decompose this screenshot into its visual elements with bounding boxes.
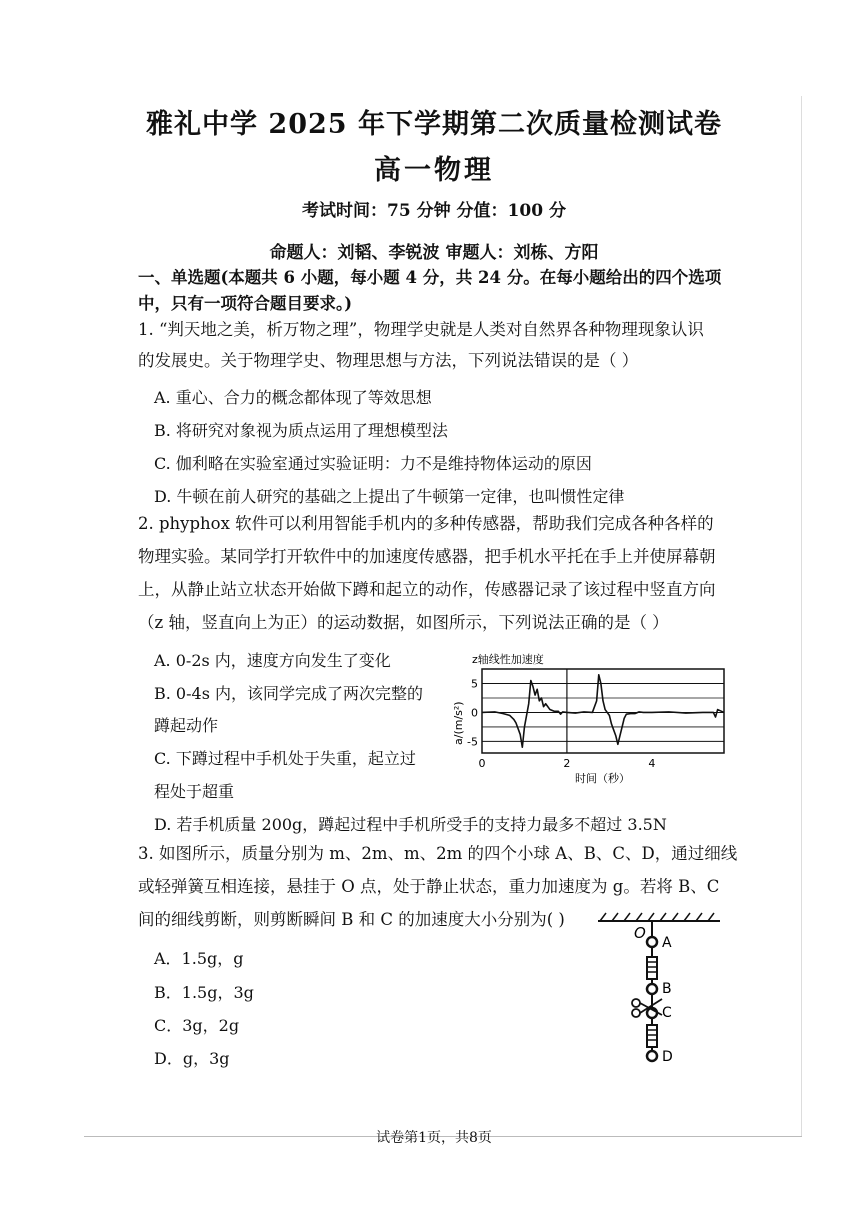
spring-ab bbox=[647, 957, 657, 979]
q2-option-c-line2: 程处于超重 bbox=[154, 782, 235, 801]
chart-series bbox=[482, 675, 724, 747]
chart-x-axis-label: 时间（秒） bbox=[575, 772, 630, 785]
q3-line2: 或轻弹簧互相连接，悬挂于 O 点，处于静止状态，重力加速度为 g。若将 B、C bbox=[138, 877, 720, 896]
series-line bbox=[482, 675, 724, 747]
exam-subject: 高一物理 bbox=[374, 155, 494, 186]
chart-ticks bbox=[467, 677, 655, 770]
ball-b bbox=[647, 984, 657, 994]
q2-line2: 物理实验。某同学打开软件中的加速度传感器，把手机水平托在手上并使屏幕朝 bbox=[138, 547, 716, 566]
q3-line1: 3. 如图所示，质量分别为 m、2m、m、2m 的四个小球 A、B、C、D，通过细线 bbox=[138, 844, 738, 863]
ball-a-label: A bbox=[662, 935, 672, 951]
ball-b-label: B bbox=[662, 981, 672, 997]
q3-option-b: B．1.5g，3g bbox=[154, 983, 254, 1002]
exam-info: 考试时间：75 分钟 分值：100 分 bbox=[302, 201, 566, 221]
x-tick-label: 2 bbox=[563, 757, 571, 770]
ceiling bbox=[598, 913, 720, 921]
acceleration-chart bbox=[450, 645, 740, 785]
x-tick-label: 0 bbox=[478, 757, 486, 770]
chart-title: z轴线性加速度 bbox=[472, 653, 544, 666]
q3-option-d: D．g，3g bbox=[154, 1049, 230, 1068]
ball-d bbox=[647, 1051, 657, 1061]
ball-d-label: D bbox=[662, 1049, 673, 1065]
chart-grid bbox=[482, 669, 724, 753]
y-tick-label: -5 bbox=[467, 735, 478, 749]
q2-line1: 2. phyphox 软件可以利用智能手机内的多种传感器，帮助我们完成各种各样的 bbox=[138, 514, 714, 533]
chart-y-axis-label: a/(m/s²) bbox=[452, 701, 465, 745]
chart-frame bbox=[482, 669, 724, 753]
spring-cd bbox=[647, 1025, 657, 1047]
y-tick-label: 5 bbox=[471, 677, 478, 691]
q2-option-a: A. 0-2s 内，速度方向发生了变化 bbox=[154, 651, 391, 670]
section-heading-line1: 一、单选题(本题共 6 小题，每小题 4 分，共 24 分。在每小题给出的四个选项 bbox=[138, 268, 722, 287]
q1-option-d: D. 牛顿在前人研究的基础之上提出了牛顿第一定律，也叫惯性定律 bbox=[154, 487, 625, 506]
q1-line1: 1. “判天地之美，析万物之理”，物理学史就是人类对自然界各种物理现象认识 bbox=[138, 320, 704, 339]
ball-a bbox=[647, 937, 657, 947]
y-tick-label: 0 bbox=[471, 706, 478, 720]
page-edge bbox=[801, 96, 802, 1136]
q2-line3: 上，从静止站立状态开始做下蹲和起立的动作，传感器记录了该过程中竖直方向 bbox=[138, 580, 716, 599]
page-footer: 试卷第1页，共8页 bbox=[376, 1130, 492, 1146]
q2-option-b-line1: B. 0-4s 内，该同学完成了两次完整的 bbox=[154, 684, 423, 703]
q2-option-d: D. 若手机质量 200g，蹲起过程中手机所受手的支持力最多不超过 3.5N bbox=[154, 815, 667, 834]
exam-authors: 命题人：刘韬、李锐波 审题人：刘栋、方阳 bbox=[269, 243, 599, 263]
x-tick-label: 4 bbox=[648, 757, 656, 770]
q1-option-b: B. 将研究对象视为质点运用了理想模型法 bbox=[154, 421, 448, 440]
q2-line4: （z 轴，竖直向上为正）的运动数据，如图所示，下列说法正确的是（ ） bbox=[138, 613, 669, 632]
q2-option-c-line1: C. 下蹲过程中手机处于失重，起立过 bbox=[154, 749, 416, 768]
exam-title: 雅礼中学 2025 年下学期第二次质量检测试卷 bbox=[146, 109, 722, 140]
q1-option-c: C. 伽利略在实验室通过实验证明：力不是维持物体运动的原因 bbox=[154, 454, 592, 473]
q1-line2: 的发展史。关于物理学史、物理思想与方法，下列说法错误的是（ ） bbox=[138, 351, 639, 370]
q3-option-a: A．1.5g，g bbox=[154, 949, 244, 968]
q1-option-a: A. 重心、合力的概念都体现了等效思想 bbox=[154, 388, 432, 407]
spring-ball-figure bbox=[590, 905, 730, 1070]
ball-c-label: C bbox=[662, 1005, 672, 1021]
point-o-label: O bbox=[634, 924, 646, 942]
section-heading-line2: 中，只有一项符合题目要求。) bbox=[138, 294, 353, 313]
q2-option-b-line2: 蹲起动作 bbox=[154, 716, 219, 735]
q3-line3: 间的细线剪断，则剪断瞬间 B 和 C 的加速度大小分别为( ) bbox=[138, 910, 565, 929]
q3-option-c: C．3g，2g bbox=[154, 1016, 240, 1035]
